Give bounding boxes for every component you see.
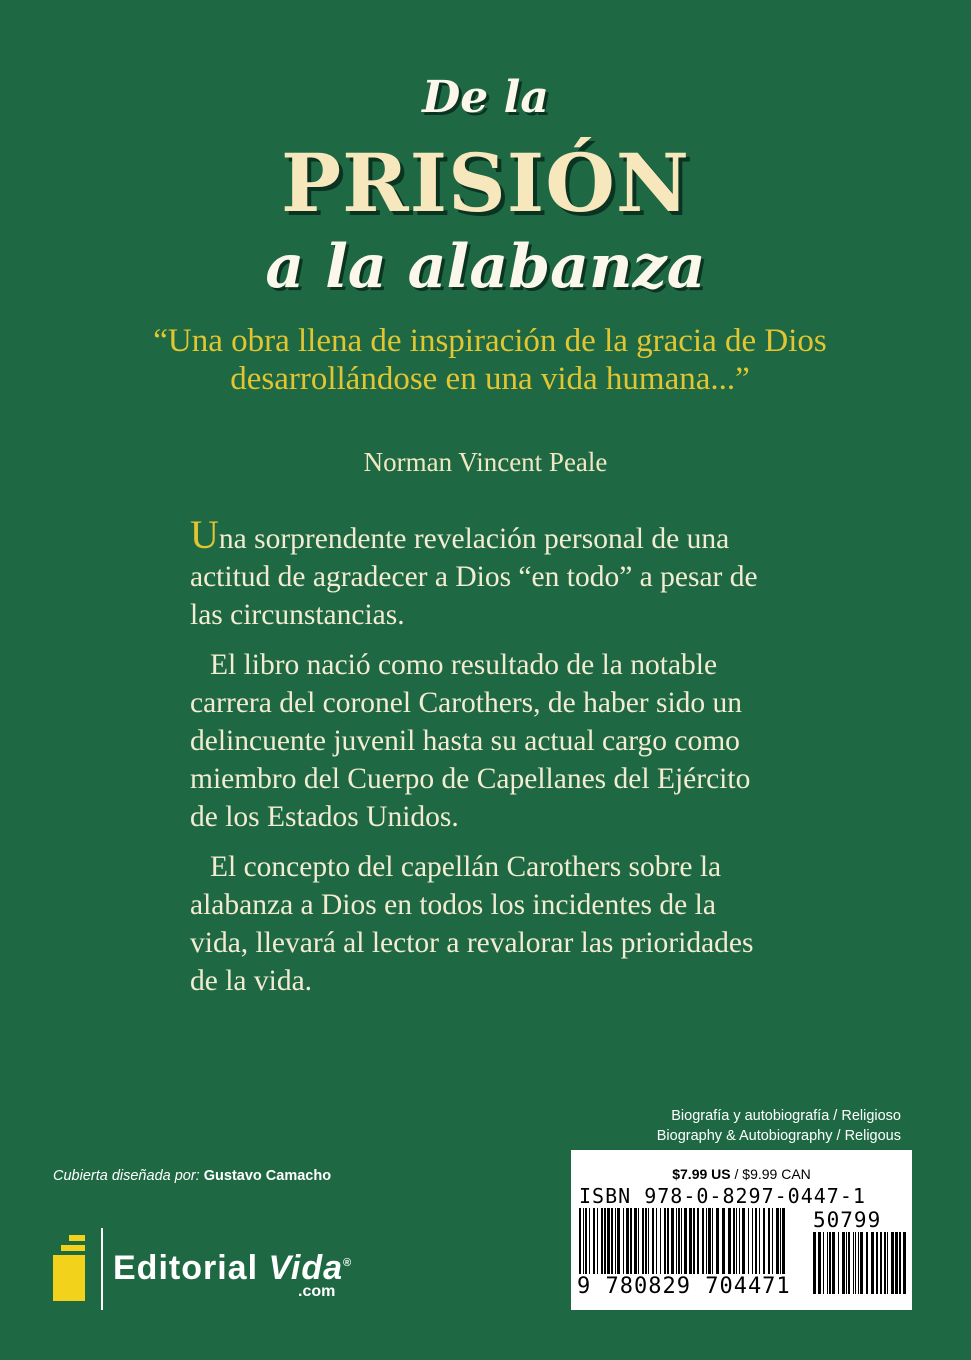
- barcode-bar: [858, 1232, 859, 1294]
- credit-name: Gustavo Camacho: [203, 1168, 332, 1184]
- registered-mark: ®: [343, 1257, 353, 1269]
- category-english: Biography & Autobiography / Religous: [656, 1127, 901, 1144]
- barcode-bar: [895, 1232, 898, 1294]
- barcode-bar: [887, 1232, 888, 1294]
- barcode-box: [571, 1150, 912, 1310]
- barcode-bar: [823, 1232, 824, 1294]
- endorsement-quote: “Una obra llena de inspiración de la gracia de Dios desarrollándose en una vida humana...”: [153, 323, 827, 397]
- title-line-1: De la: [422, 72, 549, 123]
- price: [571, 1166, 912, 1182]
- barcode-bar: [853, 1232, 854, 1294]
- barcode-bar: [891, 1232, 894, 1294]
- price-us: $7.99 US: [672, 1166, 731, 1182]
- description: [190, 512, 770, 1012]
- barcode-bar: [848, 1232, 850, 1294]
- publisher-name-emphasis: Vida: [268, 1249, 344, 1287]
- title-line-2: PRISIÓN: [280, 136, 691, 230]
- description-paragraph-1: [190, 512, 770, 634]
- description-paragraph-2: El libro nació como resultado de la notable carrera del coronel Carothers, de haber sido un delincuente juvenil hasta su actual cargo como miembro del Cuerpo de Capellanes del Ejército de los Estados Unidos.: [190, 649, 751, 833]
- category-spanish: Biografía y autobiografía / Religioso: [671, 1108, 901, 1124]
- price-separator: /: [730, 1166, 743, 1182]
- publisher-logo-icon: [53, 1235, 85, 1301]
- barcode-bar: [866, 1232, 868, 1294]
- barcode-bar: [876, 1232, 878, 1294]
- drop-cap: U: [190, 512, 219, 557]
- barcode-bar: [818, 1232, 821, 1294]
- barcode-bar: [880, 1232, 882, 1294]
- addon-barcode: [813, 1232, 907, 1294]
- barcode-bar: [827, 1232, 828, 1294]
- credit-label: Cubierta diseñada por:: [53, 1168, 200, 1184]
- title-line-3: a la alabanza: [265, 232, 706, 302]
- barcode-bar: [855, 1232, 856, 1294]
- barcode-bar: [813, 1232, 816, 1294]
- isbn-number: ISBN 978-0-8297-0447-1: [579, 1184, 866, 1208]
- price-can: $9.99 CAN: [742, 1166, 811, 1182]
- barcode-bar: [838, 1232, 839, 1294]
- barcode-bar: [903, 1232, 906, 1294]
- barcode-bar: [860, 1232, 863, 1294]
- quote-author: Norman Vincent Peale: [363, 447, 608, 477]
- category-label: [657, 1107, 901, 1146]
- barcode-bar: [899, 1232, 901, 1294]
- barcode-bar: [871, 1232, 874, 1294]
- barcode-digits: 9 780829 704471: [577, 1274, 791, 1299]
- publisher-name: Editorial: [113, 1249, 269, 1287]
- cover-credit: [53, 1168, 331, 1184]
- logo-divider: [101, 1228, 103, 1310]
- paragraph-1-text: na sorprendente revelación personal de una actitud de agradecer a Dios “en todo” a pesar de las circunstancias.: [190, 523, 758, 631]
- barcode-addon-digits: 50799: [813, 1208, 882, 1232]
- description-paragraph-3: El concepto del capellán Carothers sobre la alabanza a Dios en todos los incidentes de la vida, llevará al lector a revalorar las prioridades de la vida.: [190, 851, 754, 997]
- barcode-bar: [842, 1232, 845, 1294]
- barcode-bar: [832, 1232, 835, 1294]
- barcode-bar: [884, 1232, 886, 1294]
- barcode-bar: [846, 1232, 847, 1294]
- barcode-bar: [829, 1232, 831, 1294]
- publisher-domain: .com: [298, 1283, 336, 1300]
